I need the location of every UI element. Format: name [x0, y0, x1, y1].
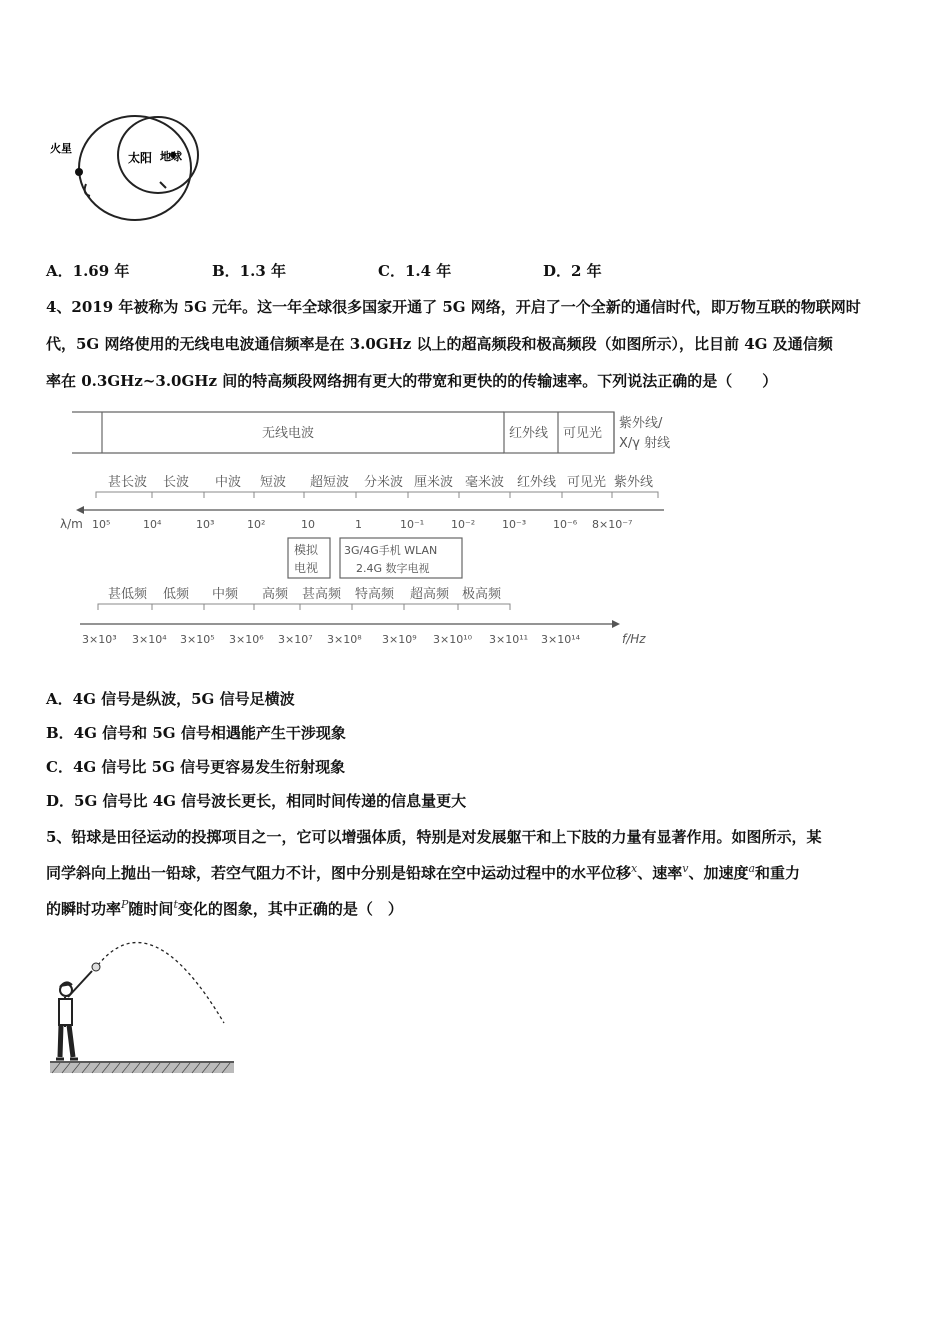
wave-name: 甚长波 [108, 475, 148, 490]
lambda-tick: 10⁴ [143, 518, 162, 531]
q5-text: 随时间 [128, 900, 174, 918]
lambda-tick: 10 [301, 518, 315, 531]
freq-tick: 3×10⁵ [180, 633, 215, 646]
wave-name: 可见光 [567, 475, 607, 490]
freq-name: 特高频 [355, 587, 395, 602]
wave-name: 红外线 [517, 475, 557, 490]
q3-option-d: D．2 年 [543, 262, 602, 280]
lambda-tick: 10² [247, 518, 266, 531]
q4-option-d: D．5G 信号比 4G 信号波长更长，相同时间传递的信息量更大 [46, 792, 467, 810]
q5-text: 的瞬时功率 [46, 900, 122, 918]
wave-name: 中波 [215, 475, 242, 490]
mars-dot [75, 168, 83, 176]
mars-orbit [79, 116, 191, 220]
q4-option-b: B．4G 信号和 5G 信号相遇能产生干涉现象 [46, 724, 346, 742]
freq-axis-label: f/Hz [622, 632, 646, 646]
lambda-tick: 8×10⁻⁷ [592, 518, 633, 531]
q3-option-c: C．1.4 年 [378, 262, 452, 280]
q4-line-2: 代，5G 网络使用的无线电电波通信频率是在 3.0GHz 以上的超高频段和极高频段（如图所示），比目前 4G 及通信频 [46, 335, 833, 353]
freq-tick: 3×10⁷ [278, 633, 313, 646]
tv-box-line-2: 电视 [294, 561, 319, 575]
spectrum-diagram [0, 400, 700, 660]
freq-tick: 3×10¹¹ [489, 633, 529, 646]
band-radio: 无线电波 [262, 426, 315, 441]
wave-name: 紫外线 [614, 475, 654, 490]
wave-name: 长波 [163, 475, 190, 490]
lambda-tick: 1 [355, 518, 362, 531]
freq-tick: 3×10⁹ [382, 633, 417, 646]
freq-tick: 3×10⁶ [229, 633, 264, 646]
q4-option-c: C．4G 信号比 5G 信号更容易发生衍射现象 [46, 758, 346, 776]
wave-name: 短波 [260, 475, 287, 490]
q5-text: 同学斜向上抛出一铅球，若空气阻力不计，图中分别是铅球在空中运动过程中的水平位移 [46, 864, 632, 882]
freq-name: 极高频 [462, 587, 502, 602]
wave-name: 厘米波 [414, 475, 454, 490]
trajectory [98, 943, 224, 1023]
q5-text: 和重力 [755, 864, 801, 882]
wave-name: 毫米波 [465, 475, 505, 490]
freq-tick: 3×10¹⁴ [541, 633, 581, 646]
freq-name: 高频 [262, 587, 289, 602]
freq-name: 低频 [163, 587, 190, 602]
lambda-tick: 10⁻³ [502, 518, 527, 531]
freq-name: 甚低频 [108, 587, 148, 602]
var-p: P [121, 898, 129, 911]
freq-tick: 3×10³ [82, 633, 117, 646]
freq-name: 超高频 [410, 587, 450, 602]
q5-line-1: 5、铅球是田径运动的投掷项目之一，它可以增强体质，特别是对发展躯干和上下肢的力量有显著作用。如图所示，某 [46, 828, 822, 846]
q5-line-2 [46, 862, 800, 883]
lambda-tick: 10⁻⁶ [553, 518, 578, 531]
var-t: t [173, 898, 178, 911]
var-x: x [631, 862, 638, 875]
band-visible: 可见光 [563, 426, 603, 441]
lambda-tick: 10⁵ [92, 518, 111, 531]
q4-line-3: 率在 0.3GHz~3.0GHz 间的特高频段网络拥有更大的带宽和更快的的传输速率。下列说法正确的是（ ） [46, 372, 778, 390]
wave-name: 分米波 [364, 475, 404, 490]
shot-ball [92, 963, 100, 971]
lambda-axis-label: λ/m [60, 517, 83, 531]
earth-label: 地球 [160, 150, 182, 163]
q4-option-a: A．4G 信号是纵波，5G 信号足横波 [46, 690, 295, 708]
lambda-tick: 10³ [196, 518, 215, 531]
small-arrow [160, 182, 166, 188]
freq-name: 中频 [212, 587, 239, 602]
freq-tick: 3×10¹⁰ [433, 633, 473, 646]
var-v: v [682, 862, 689, 875]
tv-box-line-1: 模拟 [294, 543, 319, 557]
mobile-box-line-1: 3G/4G手机 WLAN [344, 544, 438, 557]
lambda-tick: 10⁻¹ [400, 518, 425, 531]
q5-text: 变化的图象，其中正确的是（ ） [177, 900, 403, 918]
band-uv: 紫外线/ [619, 416, 663, 431]
freq-tick: 3×10⁸ [327, 633, 362, 646]
wave-name: 超短波 [310, 475, 350, 490]
sun-label: 太阳 [128, 151, 153, 165]
var-a: a [748, 862, 756, 875]
wave-name-row [108, 474, 653, 490]
q5-text: 、速率 [637, 864, 683, 882]
q5-text: 、加速度 [688, 864, 749, 882]
mobile-box-line-2: 2.4G 数字电视 [356, 562, 430, 575]
q3-option-a: A．1.69 年 [46, 262, 130, 280]
shot-put-figure [46, 935, 241, 1080]
band-xray: X/γ 射线 [619, 436, 671, 451]
freq-tick: 3×10⁴ [132, 633, 167, 646]
orbit-figure [48, 100, 208, 240]
transfer-arc [85, 184, 90, 196]
mars-label: 火星 [50, 142, 72, 155]
q3-option-b: B．1.3 年 [212, 262, 286, 280]
freq-name: 甚高频 [302, 587, 342, 602]
thrower [56, 971, 92, 1059]
lambda-tick: 10⁻² [451, 518, 476, 531]
q5-line-3 [46, 898, 403, 919]
q4-line-1: 4、2019 年被称为 5G 元年。这一年全球很多国家开通了 5G 网络，开启了一个全新的通信时代，即万物互联的物联网时 [46, 298, 861, 316]
band-infrared: 红外线 [509, 426, 549, 441]
